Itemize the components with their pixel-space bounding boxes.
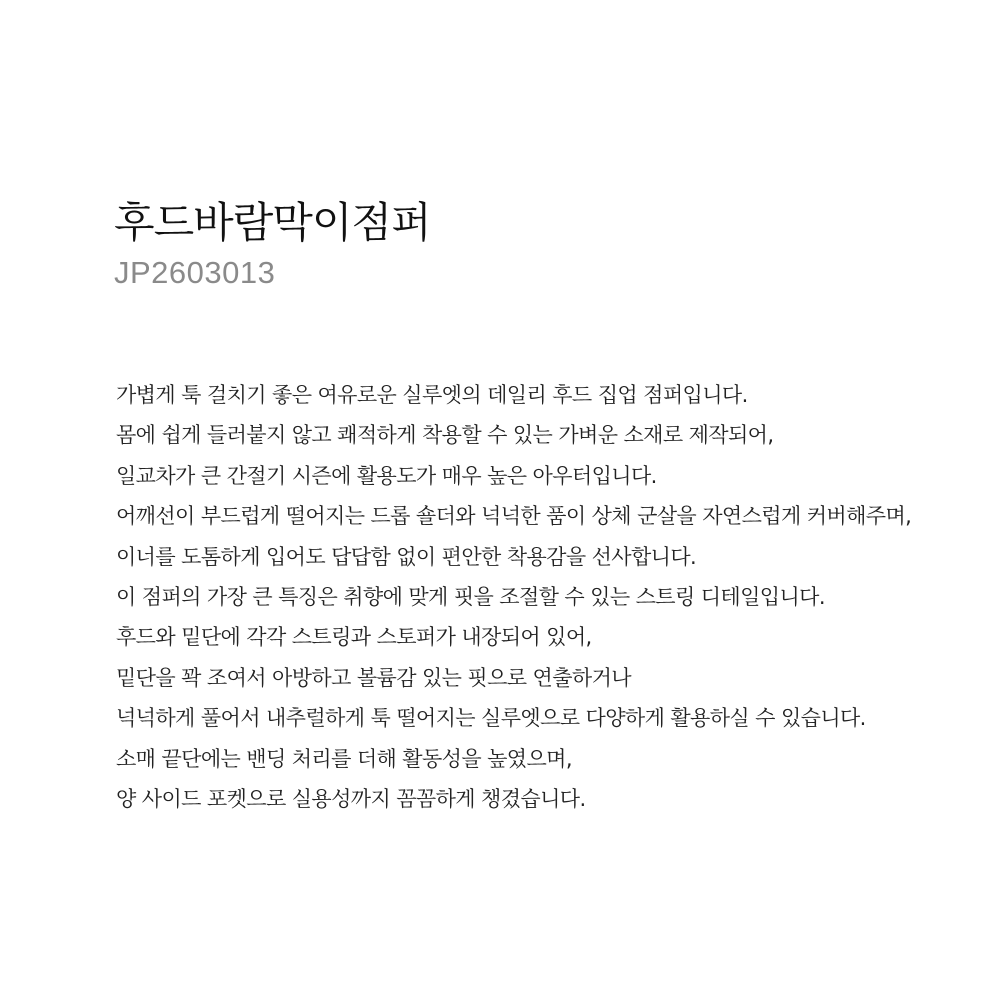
description-line: 양 사이드 포켓으로 실용성까지 꼼꼼하게 챙겼습니다.: [116, 787, 586, 812]
description-line: 이 점퍼의 가장 큰 특징은 취향에 맞게 핏을 조절할 수 있는 스트링 디테일입니다.: [116, 585, 825, 610]
description-line: 소매 끝단에는 밴딩 처리를 더해 활동성을 높였으며,: [116, 746, 572, 771]
product-code: JP2603013: [114, 255, 276, 290]
description-line: 일교차가 큰 간절기 시즌에 활용도가 매우 높은 아우터입니다.: [116, 463, 657, 488]
product-header: [114, 192, 431, 292]
description-line: 넉넉하게 풀어서 내추럴하게 툭 떨어지는 실루엣으로 다양하게 활용하실 수 있습니다.: [116, 706, 866, 731]
description-line: 가볍게 툭 걸치기 좋은 여유로운 실루엣의 데일리 후드 집업 점퍼입니다.: [116, 383, 748, 407]
description-line: 이너를 도톰하게 입어도 답답함 없이 편안한 착용감을 선사합니다.: [116, 544, 697, 569]
description-line: 몸에 쉽게 들러붙지 않고 쾌적하게 착용할 수 있는 가벼운 소재로 제작되어,: [116, 423, 774, 448]
product-title: 후드바람막이점퍼: [114, 198, 431, 247]
product-description: [116, 375, 996, 819]
description-line: 밑단을 꽉 조여서 아방하고 볼륨감 있는 핏으로 연출하거나: [116, 665, 631, 690]
description-line: 어깨선이 부드럽게 떨어지는 드롭 숄더와 넉넉한 품이 상체 군살을 자연스럽게 커버해주며,: [116, 504, 912, 529]
description-line: 후드와 밑단에 각각 스트링과 스토퍼가 내장되어 있어,: [116, 625, 592, 650]
